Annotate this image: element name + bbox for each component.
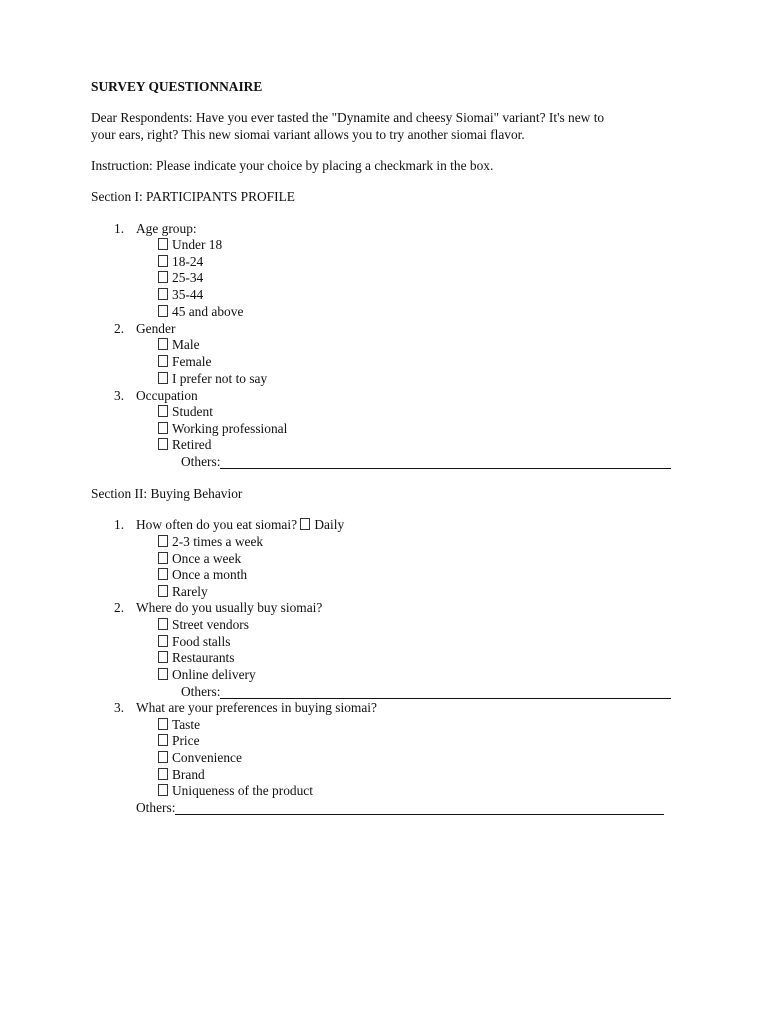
checkbox[interactable]	[158, 751, 168, 763]
s2-q2-text: Where do you usually buy siomai?	[136, 600, 323, 615]
option-row[interactable]: Student	[158, 404, 213, 420]
option-row[interactable]: Working professional	[158, 421, 287, 437]
checkbox[interactable]	[158, 372, 168, 384]
option-row[interactable]: 18-24	[158, 254, 203, 270]
intro-line-1: Dear Respondents: Have you ever tasted the "Dynamite and cheesy Siomai" variant? It's new to	[91, 110, 605, 125]
s2-q1-number: 1.	[114, 517, 125, 532]
option-row[interactable]: 45 and above	[158, 304, 243, 320]
option-row[interactable]: Retired	[158, 437, 211, 453]
option-row[interactable]: Uniqueness of the product	[158, 783, 313, 799]
checkbox[interactable]	[158, 768, 168, 780]
option-row[interactable]: 2-3 times a week	[158, 534, 263, 550]
instruction: Instruction: Please indicate your choice by placing a checkmark in the box.	[91, 158, 494, 173]
checkbox[interactable]	[158, 238, 168, 250]
s1-q3-text: Occupation	[136, 388, 198, 403]
option-row[interactable]: Male	[158, 337, 200, 353]
others-blank[interactable]	[220, 455, 671, 469]
checkbox[interactable]	[158, 288, 168, 300]
checkbox[interactable]	[158, 585, 168, 597]
s1-q1-number: 1.	[114, 221, 125, 236]
checkbox[interactable]	[158, 635, 168, 647]
checkbox[interactable]	[158, 422, 168, 434]
checkbox[interactable]	[158, 355, 168, 367]
s2-q1-text-row: How often do you eat siomai? Daily	[136, 517, 345, 532]
others-field[interactable]: Others:	[136, 800, 664, 816]
section2-heading: Section II: Buying Behavior	[91, 486, 243, 501]
others-field[interactable]: Others:	[181, 684, 671, 700]
s1-q2-number: 2.	[114, 321, 125, 336]
checkbox[interactable]	[158, 405, 168, 417]
checkbox[interactable]	[158, 305, 168, 317]
option-row[interactable]: 35-44	[158, 287, 203, 303]
checkbox[interactable]	[158, 718, 168, 730]
option-row[interactable]: Taste	[158, 717, 200, 733]
checkbox[interactable]	[158, 618, 168, 630]
intro-line-2: your ears, right? This new siomai variant allows you to try another siomai flavor.	[91, 127, 525, 142]
checkbox[interactable]	[158, 255, 168, 267]
checkbox[interactable]	[158, 784, 168, 796]
checkbox[interactable]	[158, 668, 168, 680]
s2-q2-number: 2.	[114, 600, 125, 615]
checkbox[interactable]	[158, 568, 168, 580]
s2-q3-number: 3.	[114, 700, 125, 715]
s1-q3-number: 3.	[114, 388, 125, 403]
page-title: SURVEY QUESTIONNAIRE	[91, 79, 263, 94]
option-row[interactable]: Food stalls	[158, 634, 230, 650]
option-row[interactable]: Rarely	[158, 584, 208, 600]
checkbox[interactable]	[158, 338, 168, 350]
s2-q3-text: What are your preferences in buying siomai?	[136, 700, 377, 715]
option-row[interactable]: 25-34	[158, 270, 203, 286]
others-field[interactable]: Others:	[181, 454, 671, 470]
option-row[interactable]: Once a week	[158, 551, 241, 567]
section1-heading: Section I: PARTICIPANTS PROFILE	[91, 189, 295, 204]
checkbox[interactable]	[158, 438, 168, 450]
checkbox[interactable]	[158, 734, 168, 746]
checkbox[interactable]	[158, 651, 168, 663]
option-row[interactable]: Female	[158, 354, 211, 370]
option-row[interactable]: Once a month	[158, 567, 247, 583]
s1-q1-text: Age group:	[136, 221, 197, 236]
others-blank[interactable]	[220, 685, 671, 699]
checkbox[interactable]	[300, 518, 310, 530]
option-row[interactable]: Brand	[158, 767, 205, 783]
option-row[interactable]: Online delivery	[158, 667, 256, 683]
checkbox[interactable]	[158, 552, 168, 564]
option-row[interactable]: Convenience	[158, 750, 242, 766]
others-blank[interactable]	[175, 801, 664, 815]
option-row[interactable]: I prefer not to say	[158, 371, 267, 387]
option-row[interactable]: Restaurants	[158, 650, 234, 666]
option-row[interactable]: Under 18	[158, 237, 222, 253]
checkbox[interactable]	[158, 271, 168, 283]
s1-q2-text: Gender	[136, 321, 176, 336]
option-row[interactable]: Price	[158, 733, 200, 749]
checkbox[interactable]	[158, 535, 168, 547]
option-row[interactable]: Street vendors	[158, 617, 249, 633]
